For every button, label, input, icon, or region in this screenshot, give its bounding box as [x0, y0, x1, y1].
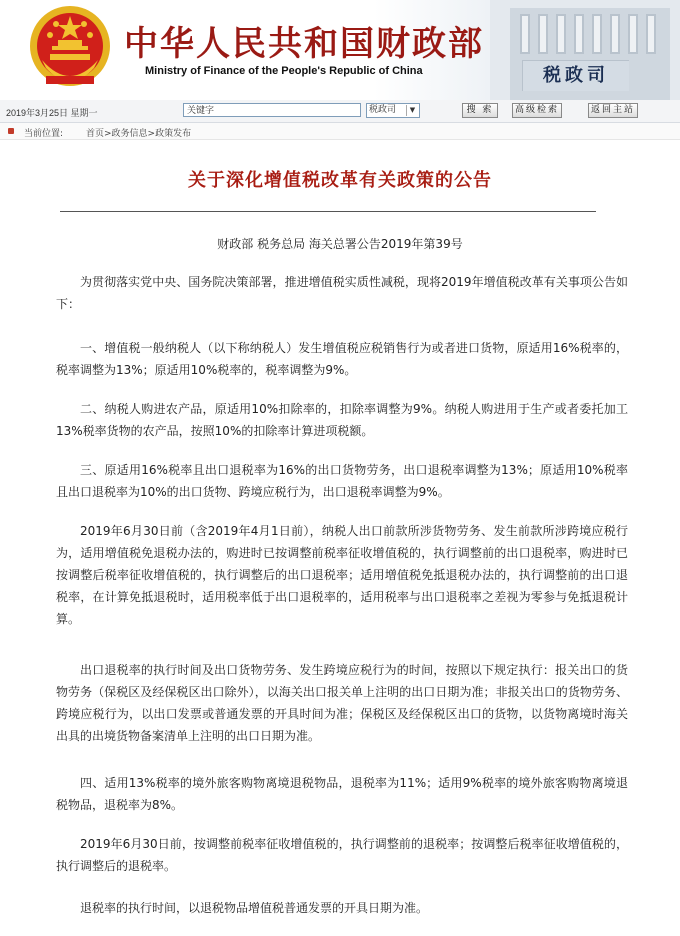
breadcrumb	[0, 123, 680, 140]
article-paragraph: 为贯彻落实党中央、国务院决策部署，推进增值税实质性减税，现将2019年增值税改革有关事项公告如下：	[56, 275, 628, 311]
title-divider	[60, 211, 596, 212]
article-paragraph: 2019年6月30日前，按调整前税率征收增值税的，执行调整前的退税率；按调整后税率征收增值税的，执行调整后的退税率。	[56, 837, 628, 873]
home-site-button[interactable]: 返回主站	[588, 103, 638, 118]
scope-select-value: 税政司	[369, 105, 397, 115]
keyword-input[interactable]: 关键字	[183, 103, 361, 117]
site-banner	[0, 0, 680, 100]
article-paragraph: 四、适用13%税率的境外旅客购物离境退税物品，退税率为11%；适用9%税率的境外旅客购物离境退税物品，退税率为8%。	[56, 776, 628, 812]
ministry-name-cn: 中华人民共和国财政部	[124, 24, 484, 64]
article-paragraph: 一、增值税一般纳税人（以下称纳税人）发生增值税应税销售行为或者进口货物，原适用16%税率的，税率调整为13%；原适用10%税率的，税率调整为9%。	[56, 341, 628, 377]
article-paragraph: 出口退税率的执行时间及出口货物劳务、发生跨境应税行为的时间，按照以下规定执行：报关出口的货物劳务（保税区及经保税区出口除外），以海关出口报关单上注明的出口日期为准；非报关出口的货物劳务、跨境应税行为，以出口发票或普通发票的开具时间为准；保税区及经保税区出口的货物，以货物离境时海关出具的出境货物备案清单上注明的出口日期为准。	[56, 663, 628, 743]
search-button[interactable]: 搜 索	[462, 103, 498, 118]
department-badge: 税政司	[522, 60, 629, 91]
breadcrumb-path[interactable]: 首页>政务信息>政策发布	[86, 129, 192, 139]
document-number: 财政部 税务总局 海关总署公告2019年第39号	[217, 237, 463, 251]
scope-select[interactable]	[366, 103, 420, 118]
article-title: 关于深化增值税改革有关政策的公告	[188, 170, 492, 191]
article-paragraph: 二、纳税人购进农产品，原适用10%扣除率的，扣除率调整为9%。纳税人购进用于生产或者委托加工13%税率货物的农产品，按照10%的扣除率计算进项税额。	[56, 402, 628, 438]
article-paragraph: 三、原适用16%税率且出口退税率为16%的出口货物劳务，出口退税率调整为13%；原适用10%税率且出口退税率为10%的出口货物、跨境应税行为，出口退税率调整为9%。	[56, 463, 628, 499]
breadcrumb-label: 当前位置:	[24, 129, 64, 139]
chevron-down-icon[interactable]: ▼	[406, 105, 418, 116]
search-toolbar	[0, 100, 680, 123]
current-date: 2019年3月25日 星期一	[6, 108, 98, 118]
advanced-search-button[interactable]: 高级检索	[512, 103, 562, 118]
article-paragraph: 2019年6月30日前（含2019年4月1日前），纳税人出口前款所涉货物劳务、发生前款所涉跨境应税行为，适用增值税免退税办法的，购进时已按调整前税率征收增值税的，执行调整前的出口退税率，购进时已按调整后税率征收增值税的，执行调整后的出口退税率；适用增值税免抵退税办法的，执行调整前的出口退税率，在计算免抵退税时，适用税率低于出口退税率的，适用税率与出口退税率之差视为零参与免抵退税计算。	[56, 524, 628, 626]
ministry-name-en: Ministry of Finance of the People's Republic of China	[145, 65, 423, 77]
article-paragraph: 退税率的执行时间，以退税物品增值税普通发票的开具日期为准。	[80, 901, 429, 915]
location-icon	[8, 128, 14, 134]
national-emblem-icon	[28, 2, 112, 92]
